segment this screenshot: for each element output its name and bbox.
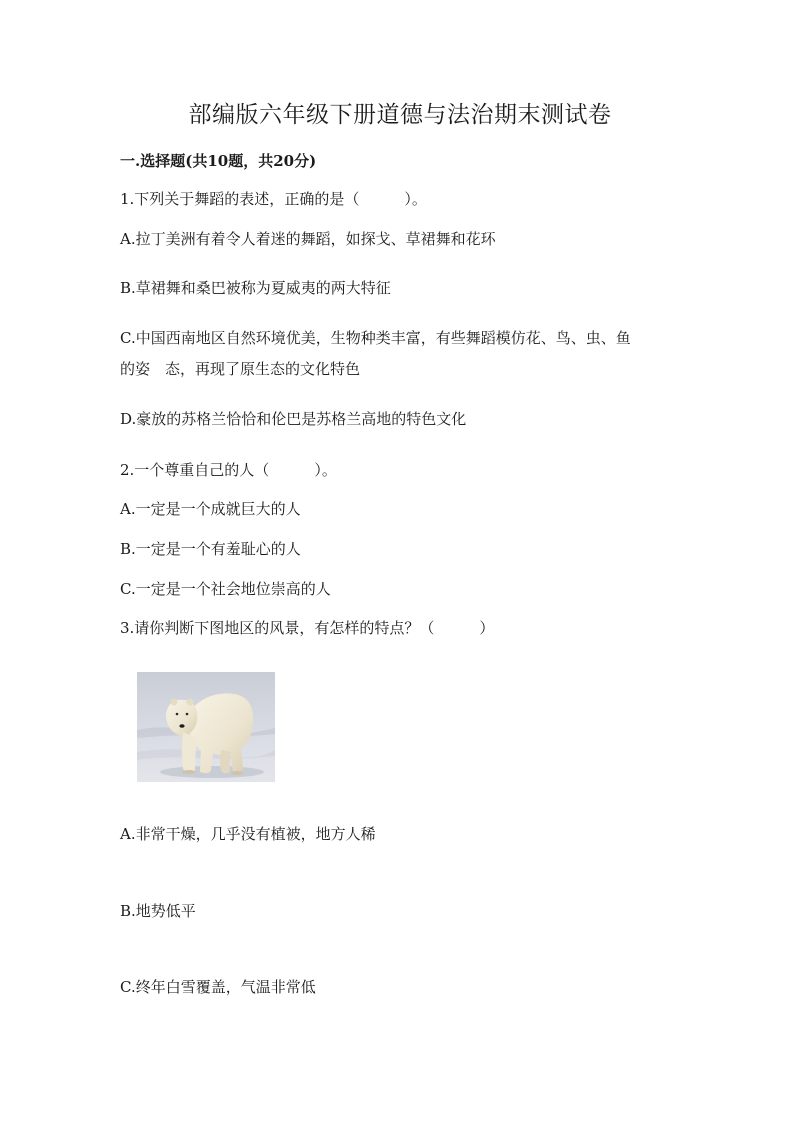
question-2-option-b: B.一定是一个有羞耻心的人 (120, 540, 301, 558)
question-2-option-a: A.一定是一个成就巨大的人 (120, 500, 301, 518)
page-title: 部编版六年级下册道德与法治期末测试卷 (188, 102, 612, 128)
question-1-option-c: C.中国西南地区自然环境优美，生物种类丰富，有些舞蹈模仿花、鸟、虫、鱼 (120, 329, 631, 347)
question-1-option-d: D.豪放的苏格兰恰恰和伦巴是苏格兰高地的特色文化 (120, 410, 467, 428)
question-1-option-c-continued: 的姿 态，再现了原生态的文化特色 (120, 360, 361, 378)
question-3-option-b: B.地势低平 (120, 902, 196, 920)
question-2-stem: 2.一个尊重自己的人（ ）。 (120, 461, 337, 479)
question-3-stem: 3.请你判断下图地区的风景，有怎样的特点？（ ） (120, 619, 495, 637)
section-heading: 一.选择题(共10题，共20分) (120, 152, 317, 170)
question-3-option-a: A.非常干燥，几乎没有植被，地方人稀 (120, 825, 376, 843)
question-1-option-a: A.拉丁美洲有着令人着迷的舞蹈，如探戈、草裙舞和花环 (120, 230, 496, 248)
question-1-option-b: B.草裙舞和桑巴被称为夏威夷的两大特征 (120, 279, 391, 297)
question-1-stem: 1.下列关于舞蹈的表述，正确的是（ ）。 (120, 190, 427, 208)
polar-bear-photo (137, 672, 275, 782)
question-2-option-c: C.一定是一个社会地位崇高的人 (120, 580, 331, 598)
question-3-option-c: C.终年白雪覆盖，气温非常低 (120, 978, 316, 996)
